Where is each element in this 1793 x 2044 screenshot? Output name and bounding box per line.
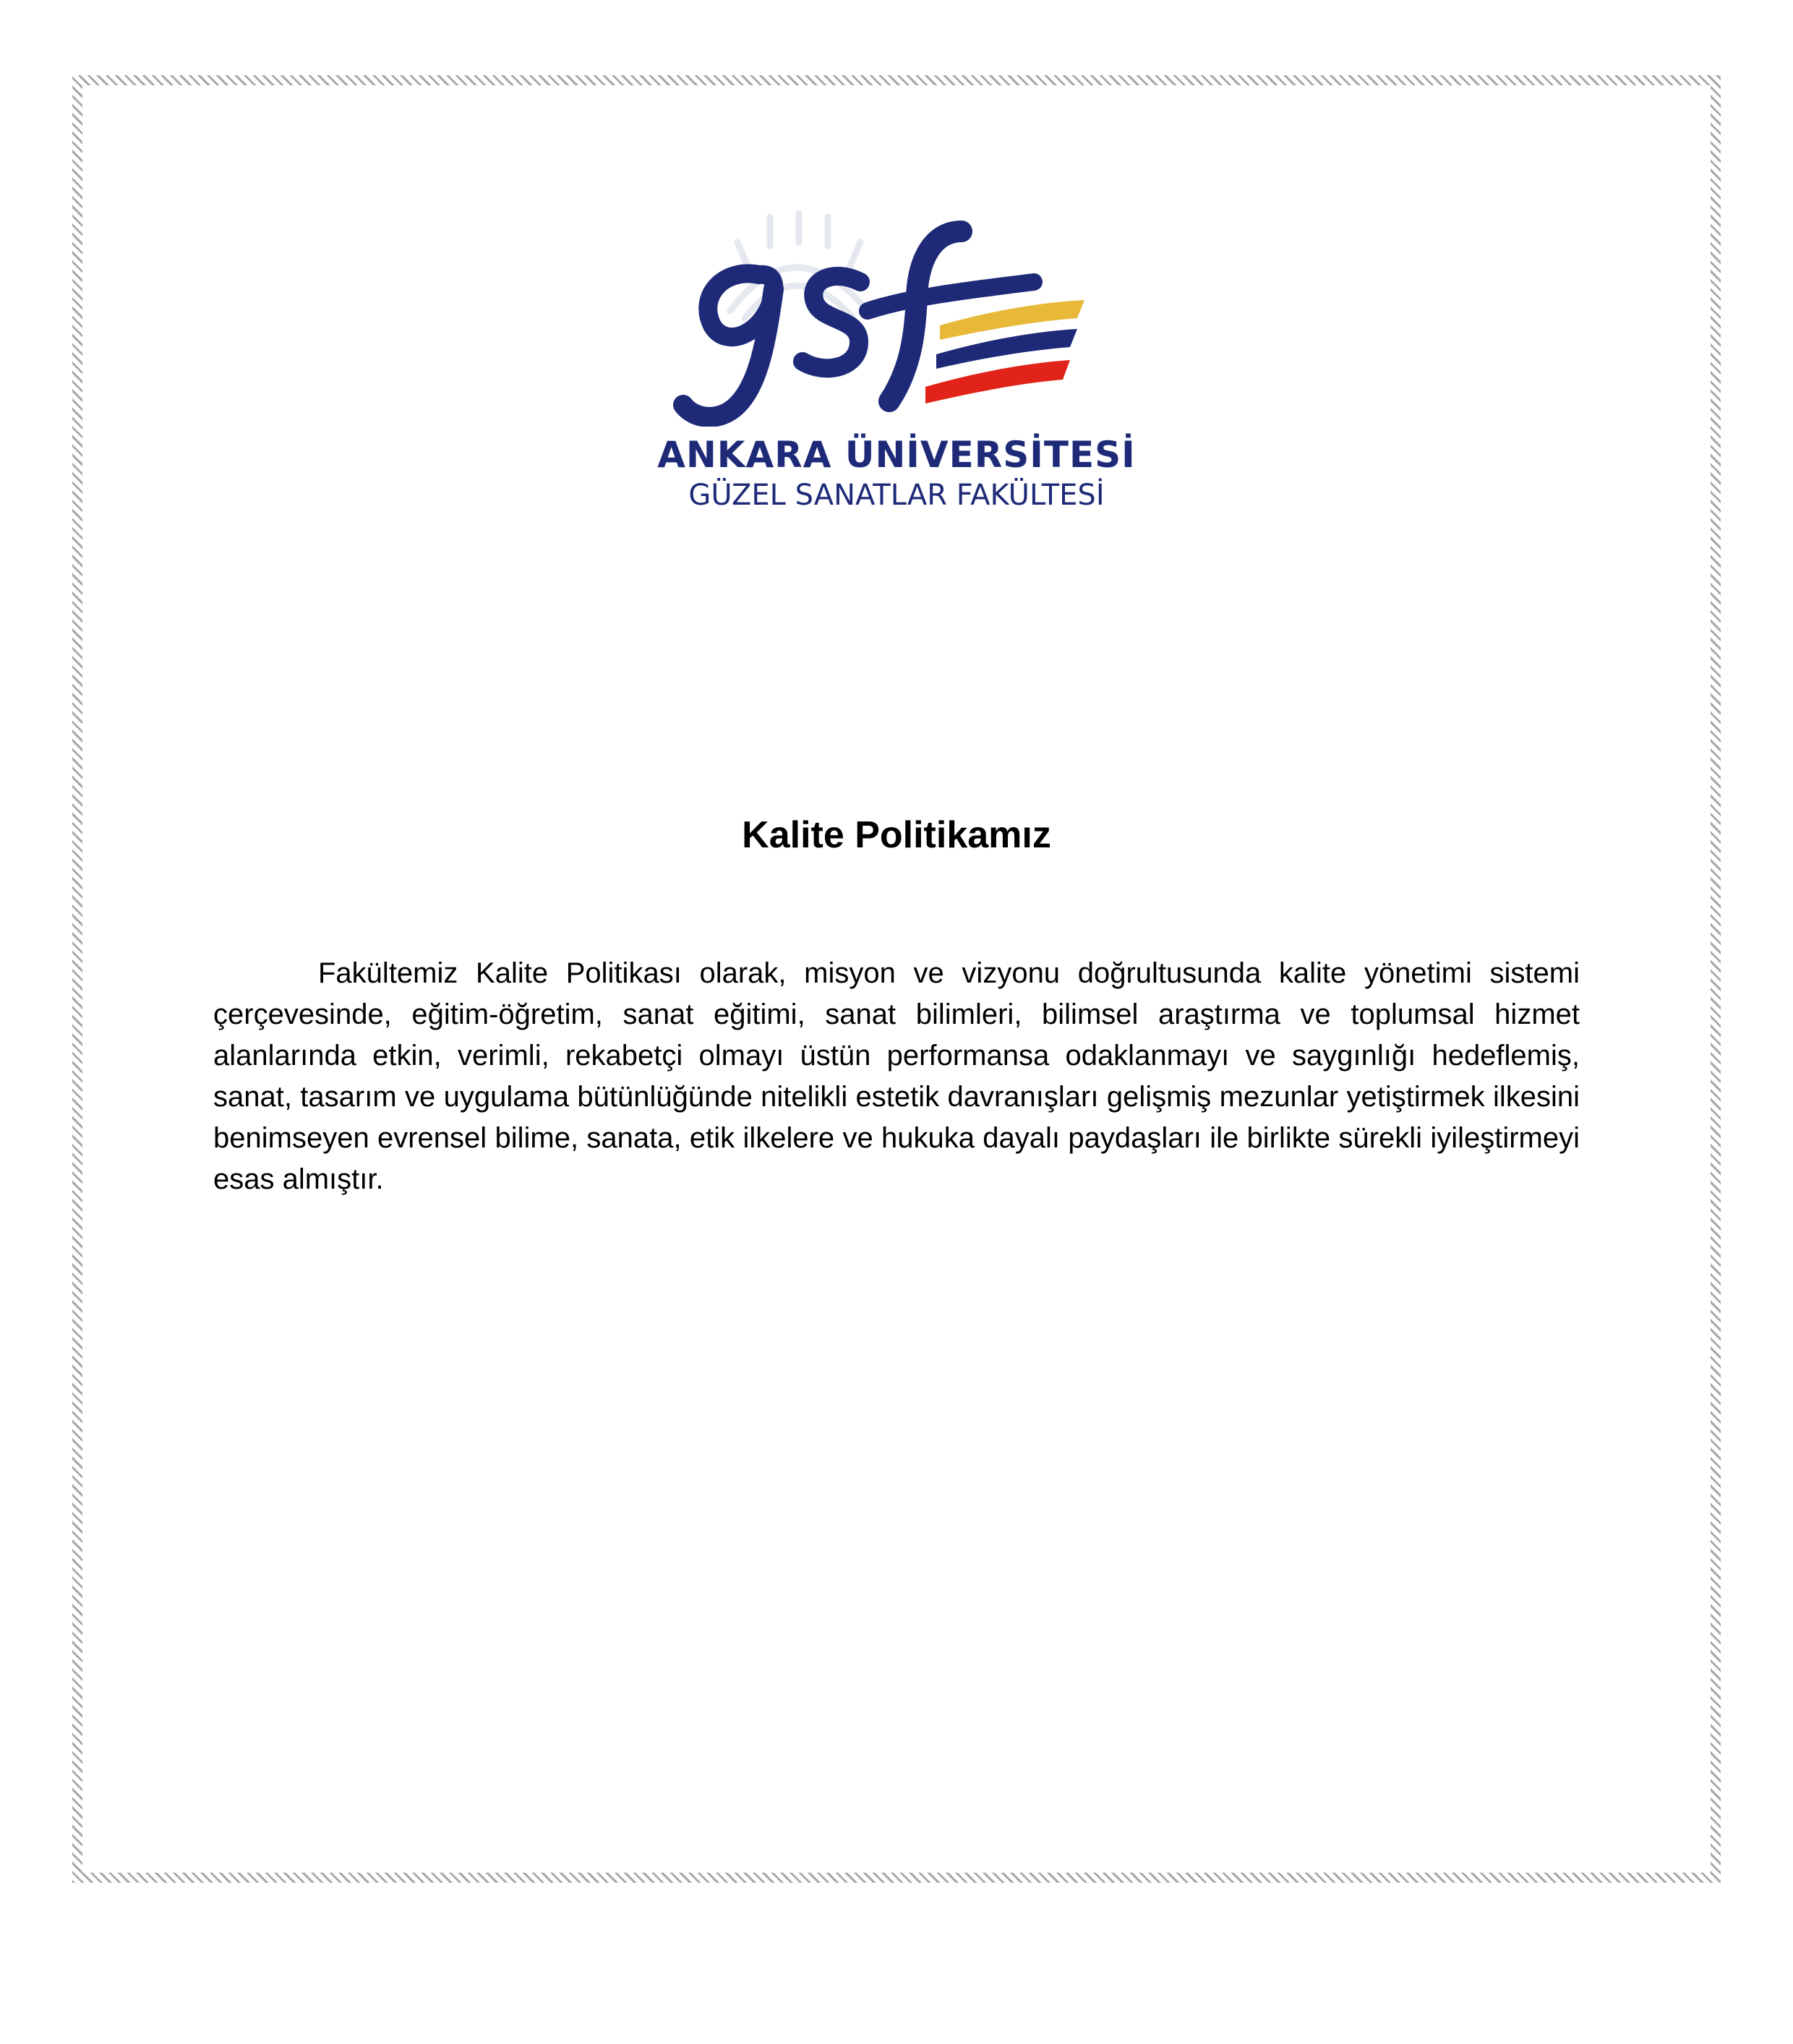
faculty-name: GÜZEL SANATLAR FAKÜLTESİ [688, 479, 1105, 512]
faculty-logo [651, 210, 1142, 535]
red-band [925, 360, 1070, 403]
page-title: Kalite Politikamız [742, 814, 1051, 856]
university-name: ANKARA ÜNİVERSİTESİ [657, 434, 1136, 476]
policy-paragraph: Fakültemiz Kalite Politikası olarak, misyon ve vizyonu doğrultusunda kalite yönetimi sistemi çerçevesinde, eğitim-öğretim, sanat eğitimi, sanat bilimleri, bilimsel araştırma ve toplumsal hizmet alanlarında etkin, verimli, rekabetçi olmayı üstün performansa odaklanmayı ve saygınlığı hedeflemiş, sanat, tasarım ve uygulama bütünlüğünde nitelikli estetik davranışları gelişmiş mezunlar yetiştirmek ilkesini benimseyen evrensel bilime, sanata, etik ilkelere ve hukuka dayalı paydaşları ile birlikte sürekli iyileştirmeyi esas almıştır. [213, 957, 1580, 1195]
letter-g-stroke [683, 273, 774, 416]
gsf-logo-mark [651, 210, 1142, 427]
